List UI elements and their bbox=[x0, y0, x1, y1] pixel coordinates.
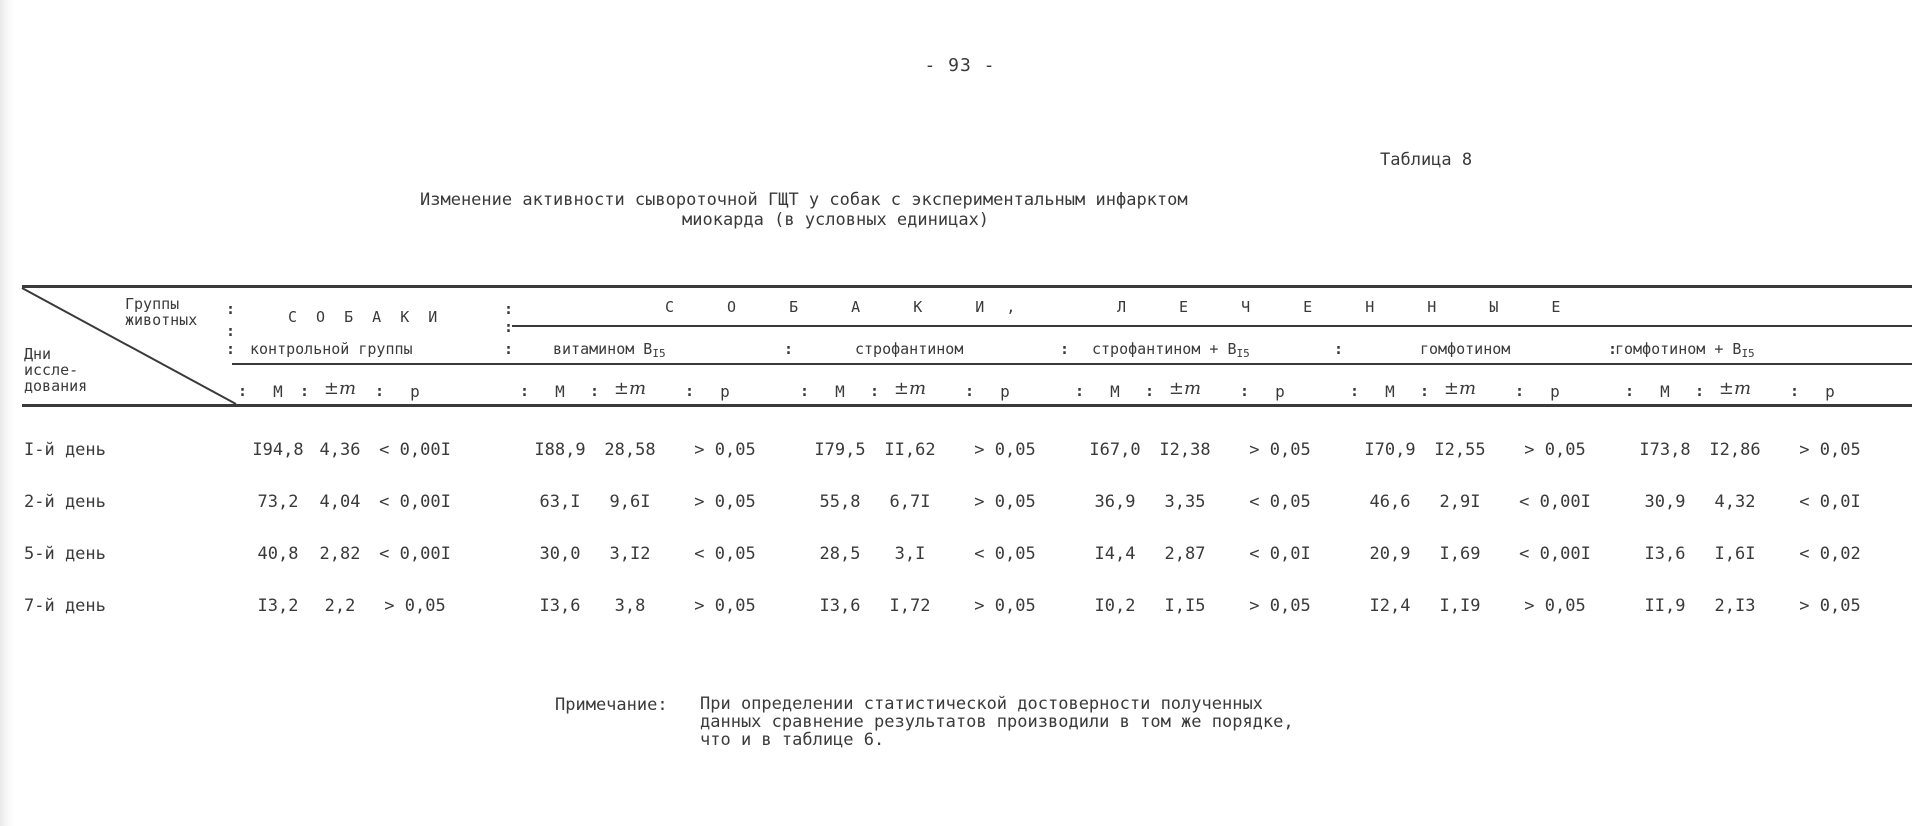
header-separator: : bbox=[1060, 340, 1070, 358]
table-cell: I3,6 bbox=[819, 596, 861, 616]
table-cell: 3,35 bbox=[1164, 492, 1206, 512]
table-cell: > 0,05 bbox=[974, 596, 1036, 616]
stat-header-error: ±m bbox=[1718, 378, 1752, 399]
stat-separator: : bbox=[1790, 382, 1800, 400]
table-cell: I,69 bbox=[1439, 544, 1481, 564]
table-cell: I2,38 bbox=[1159, 440, 1211, 460]
table-cell: 28,5 bbox=[819, 544, 861, 564]
table-cell: 46,6 bbox=[1369, 492, 1411, 512]
table-cell: 3,8 bbox=[614, 596, 646, 616]
table-cell: II,62 bbox=[884, 440, 936, 460]
stat-separator: : bbox=[1695, 382, 1705, 400]
table-cell: 73,2 bbox=[257, 492, 299, 512]
table-cell: 4,36 bbox=[319, 440, 361, 460]
group-control-subtitle: контрольной группы bbox=[250, 340, 413, 358]
stat-header-mean: М bbox=[1385, 382, 1395, 401]
table-cell: I67,0 bbox=[1089, 440, 1141, 460]
table-cell: I70,9 bbox=[1364, 440, 1416, 460]
table-cell: I2,55 bbox=[1434, 440, 1486, 460]
table-cell: I,I9 bbox=[1439, 596, 1481, 616]
stat-header-mean: М bbox=[1110, 382, 1120, 401]
header-separator: : bbox=[226, 340, 236, 358]
table-cell: 63,I bbox=[539, 492, 581, 512]
table-cell: I3,2 bbox=[257, 596, 299, 616]
row-day-label: 2-й день bbox=[24, 492, 106, 512]
stat-separator: : bbox=[800, 382, 810, 400]
table-label: Таблица 8 bbox=[1380, 150, 1473, 170]
header-bottom-rule bbox=[22, 404, 1912, 407]
header-separator: : bbox=[504, 340, 514, 358]
table-cell: 2,87 bbox=[1164, 544, 1206, 564]
stat-header-mean: М bbox=[555, 382, 565, 401]
stat-header-p: p bbox=[1825, 382, 1835, 401]
header-separator: : bbox=[784, 340, 794, 358]
stat-header-p: p bbox=[1275, 382, 1285, 401]
header-separator: : bbox=[1334, 340, 1344, 358]
table-cell: 20,9 bbox=[1369, 544, 1411, 564]
table-cell: > 0,05 bbox=[694, 596, 756, 616]
table-cell: < 0,05 bbox=[694, 544, 756, 564]
stat-header-mean: М bbox=[273, 382, 283, 401]
header-top-rule bbox=[22, 285, 1912, 288]
table-cell: > 0,05 bbox=[384, 596, 446, 616]
table-cell: < 0,00I bbox=[1519, 544, 1591, 564]
stat-separator: : bbox=[238, 382, 248, 400]
group-treated-title: С О Б А К И, bbox=[665, 298, 1038, 316]
stat-header-p: p bbox=[1000, 382, 1010, 401]
table-title bbox=[420, 190, 1500, 230]
table-title-line-2: миокарда (в условных единицах) bbox=[682, 210, 990, 230]
table-cell: 3,I2 bbox=[609, 544, 651, 564]
table-cell: > 0,05 bbox=[974, 492, 1036, 512]
header-separator: : bbox=[1608, 340, 1618, 358]
table-cell: I79,5 bbox=[814, 440, 866, 460]
subgroup-vitamin: витамином $B_{I5}$ bbox=[553, 340, 666, 360]
table-cell: < 0,00I bbox=[379, 440, 451, 460]
stat-separator: : bbox=[685, 382, 695, 400]
table-cell: < 0,02 bbox=[1799, 544, 1861, 564]
note-label: Примечание: bbox=[555, 695, 668, 715]
subgroup-strophanthin: строфантином bbox=[855, 340, 964, 358]
table-cell: < 0,05 bbox=[1249, 492, 1311, 512]
table-cell: 30,9 bbox=[1644, 492, 1686, 512]
header-separator: : bbox=[504, 318, 514, 336]
stat-header-error: ±m bbox=[1168, 378, 1202, 399]
table-cell: I,I5 bbox=[1164, 596, 1206, 616]
table-cell: > 0,05 bbox=[974, 440, 1036, 460]
table-cell: 2,2 bbox=[324, 596, 356, 616]
row-day-label: 5-й день bbox=[24, 544, 106, 564]
header-separator: : bbox=[226, 300, 236, 318]
table-cell: 2,I3 bbox=[1714, 596, 1756, 616]
table-cell: > 0,05 bbox=[1799, 596, 1861, 616]
stat-separator: : bbox=[965, 382, 975, 400]
table-cell: 30,0 bbox=[539, 544, 581, 564]
table-cell: > 0,05 bbox=[694, 440, 756, 460]
table-cell: I2,4 bbox=[1369, 596, 1411, 616]
stat-separator: : bbox=[300, 382, 310, 400]
stat-separator: : bbox=[590, 382, 600, 400]
table-cell: 28,58 bbox=[604, 440, 656, 460]
table-cell: > 0,05 bbox=[1249, 440, 1311, 460]
group-control-title: С О Б А К И bbox=[288, 308, 443, 326]
header-subgroup-rule bbox=[232, 363, 1912, 365]
table-cell: I73,8 bbox=[1639, 440, 1691, 460]
stat-header-error: ±m bbox=[893, 378, 927, 399]
stat-header-error: ±m bbox=[1443, 378, 1477, 399]
table-cell: < 0,05 bbox=[974, 544, 1036, 564]
table-cell: I88,9 bbox=[534, 440, 586, 460]
table-cell: < 0,0I bbox=[1799, 492, 1861, 512]
table-cell: 4,04 bbox=[319, 492, 361, 512]
table-cell: I0,2 bbox=[1094, 596, 1136, 616]
table-cell: 4,32 bbox=[1714, 492, 1756, 512]
table-cell: < 0,00I bbox=[379, 492, 451, 512]
table-cell: I3,6 bbox=[539, 596, 581, 616]
stat-separator: : bbox=[375, 382, 385, 400]
table-cell: I2,86 bbox=[1709, 440, 1761, 460]
table-title-line-1: Изменение активности сывороточной ГЩТ у собак с экспериментальным инфарктом bbox=[420, 190, 1188, 210]
corner-days-label: Дни иссле- дования bbox=[24, 345, 88, 395]
table-cell: I4,4 bbox=[1094, 544, 1136, 564]
table-cell: 9,6I bbox=[609, 492, 651, 512]
subgroup-strophanthin-b15: строфантином + $B_{I5}$ bbox=[1092, 340, 1250, 360]
table-cell: 36,9 bbox=[1094, 492, 1136, 512]
table-cell: I94,8 bbox=[252, 440, 304, 460]
row-day-label: I-й день bbox=[24, 440, 106, 460]
stat-header-error: ±m bbox=[613, 378, 647, 399]
table-cell: 55,8 bbox=[819, 492, 861, 512]
table-cell: 6,7I bbox=[889, 492, 931, 512]
stat-separator: : bbox=[1240, 382, 1250, 400]
stat-separator: : bbox=[1625, 382, 1635, 400]
note-text: При определении статистической достоверности полученных данных сравнение результатов производили в том же порядке, что и в таблице 6. bbox=[700, 694, 1294, 750]
table-cell: II,9 bbox=[1644, 596, 1686, 616]
table-cell: I,6I bbox=[1714, 544, 1756, 564]
table-cell: 40,8 bbox=[257, 544, 299, 564]
table-cell: > 0,05 bbox=[1524, 596, 1586, 616]
stat-separator: : bbox=[1350, 382, 1360, 400]
stat-header-p: p bbox=[720, 382, 730, 401]
stat-separator: : bbox=[870, 382, 880, 400]
stat-separator: : bbox=[520, 382, 530, 400]
subgroup-gomphotin-b15: гомфотином + $B_{I5}$ bbox=[1615, 340, 1755, 360]
row-day-label: 7-й день bbox=[24, 596, 106, 616]
table-cell: > 0,05 bbox=[1799, 440, 1861, 460]
table-cell: < 0,0I bbox=[1249, 544, 1311, 564]
table-cell: 2,82 bbox=[319, 544, 361, 564]
header-separator: : bbox=[226, 322, 236, 340]
table-cell: < 0,00I bbox=[1519, 492, 1591, 512]
stat-header-p: p bbox=[410, 382, 420, 401]
table-cell: 2,9I bbox=[1439, 492, 1481, 512]
stat-separator: : bbox=[1145, 382, 1155, 400]
stat-separator: : bbox=[1515, 382, 1525, 400]
table-cell: > 0,05 bbox=[1249, 596, 1311, 616]
header-treated-rule bbox=[512, 325, 1912, 327]
subgroup-gomphotin: гомфотином bbox=[1420, 340, 1511, 358]
group-treated-title-2: Л Е Ч Е Н Н Ы Е bbox=[1117, 298, 1583, 316]
table-cell: I3,6 bbox=[1644, 544, 1686, 564]
table-cell: 3,I bbox=[894, 544, 926, 564]
table-cell: < 0,00I bbox=[379, 544, 451, 564]
stat-separator: : bbox=[1075, 382, 1085, 400]
stat-header-mean: М bbox=[1660, 382, 1670, 401]
stat-header-error: ±m bbox=[323, 378, 357, 399]
corner-animals-label: Группы животных bbox=[125, 295, 198, 329]
page-number: - 93 - bbox=[924, 55, 996, 76]
table-cell: > 0,05 bbox=[694, 492, 756, 512]
stat-separator: : bbox=[1420, 382, 1430, 400]
stat-header-p: p bbox=[1550, 382, 1560, 401]
stat-header-mean: М bbox=[835, 382, 845, 401]
header-separator: : bbox=[504, 300, 514, 318]
table-cell: I,72 bbox=[889, 596, 931, 616]
table-cell: > 0,05 bbox=[1524, 440, 1586, 460]
